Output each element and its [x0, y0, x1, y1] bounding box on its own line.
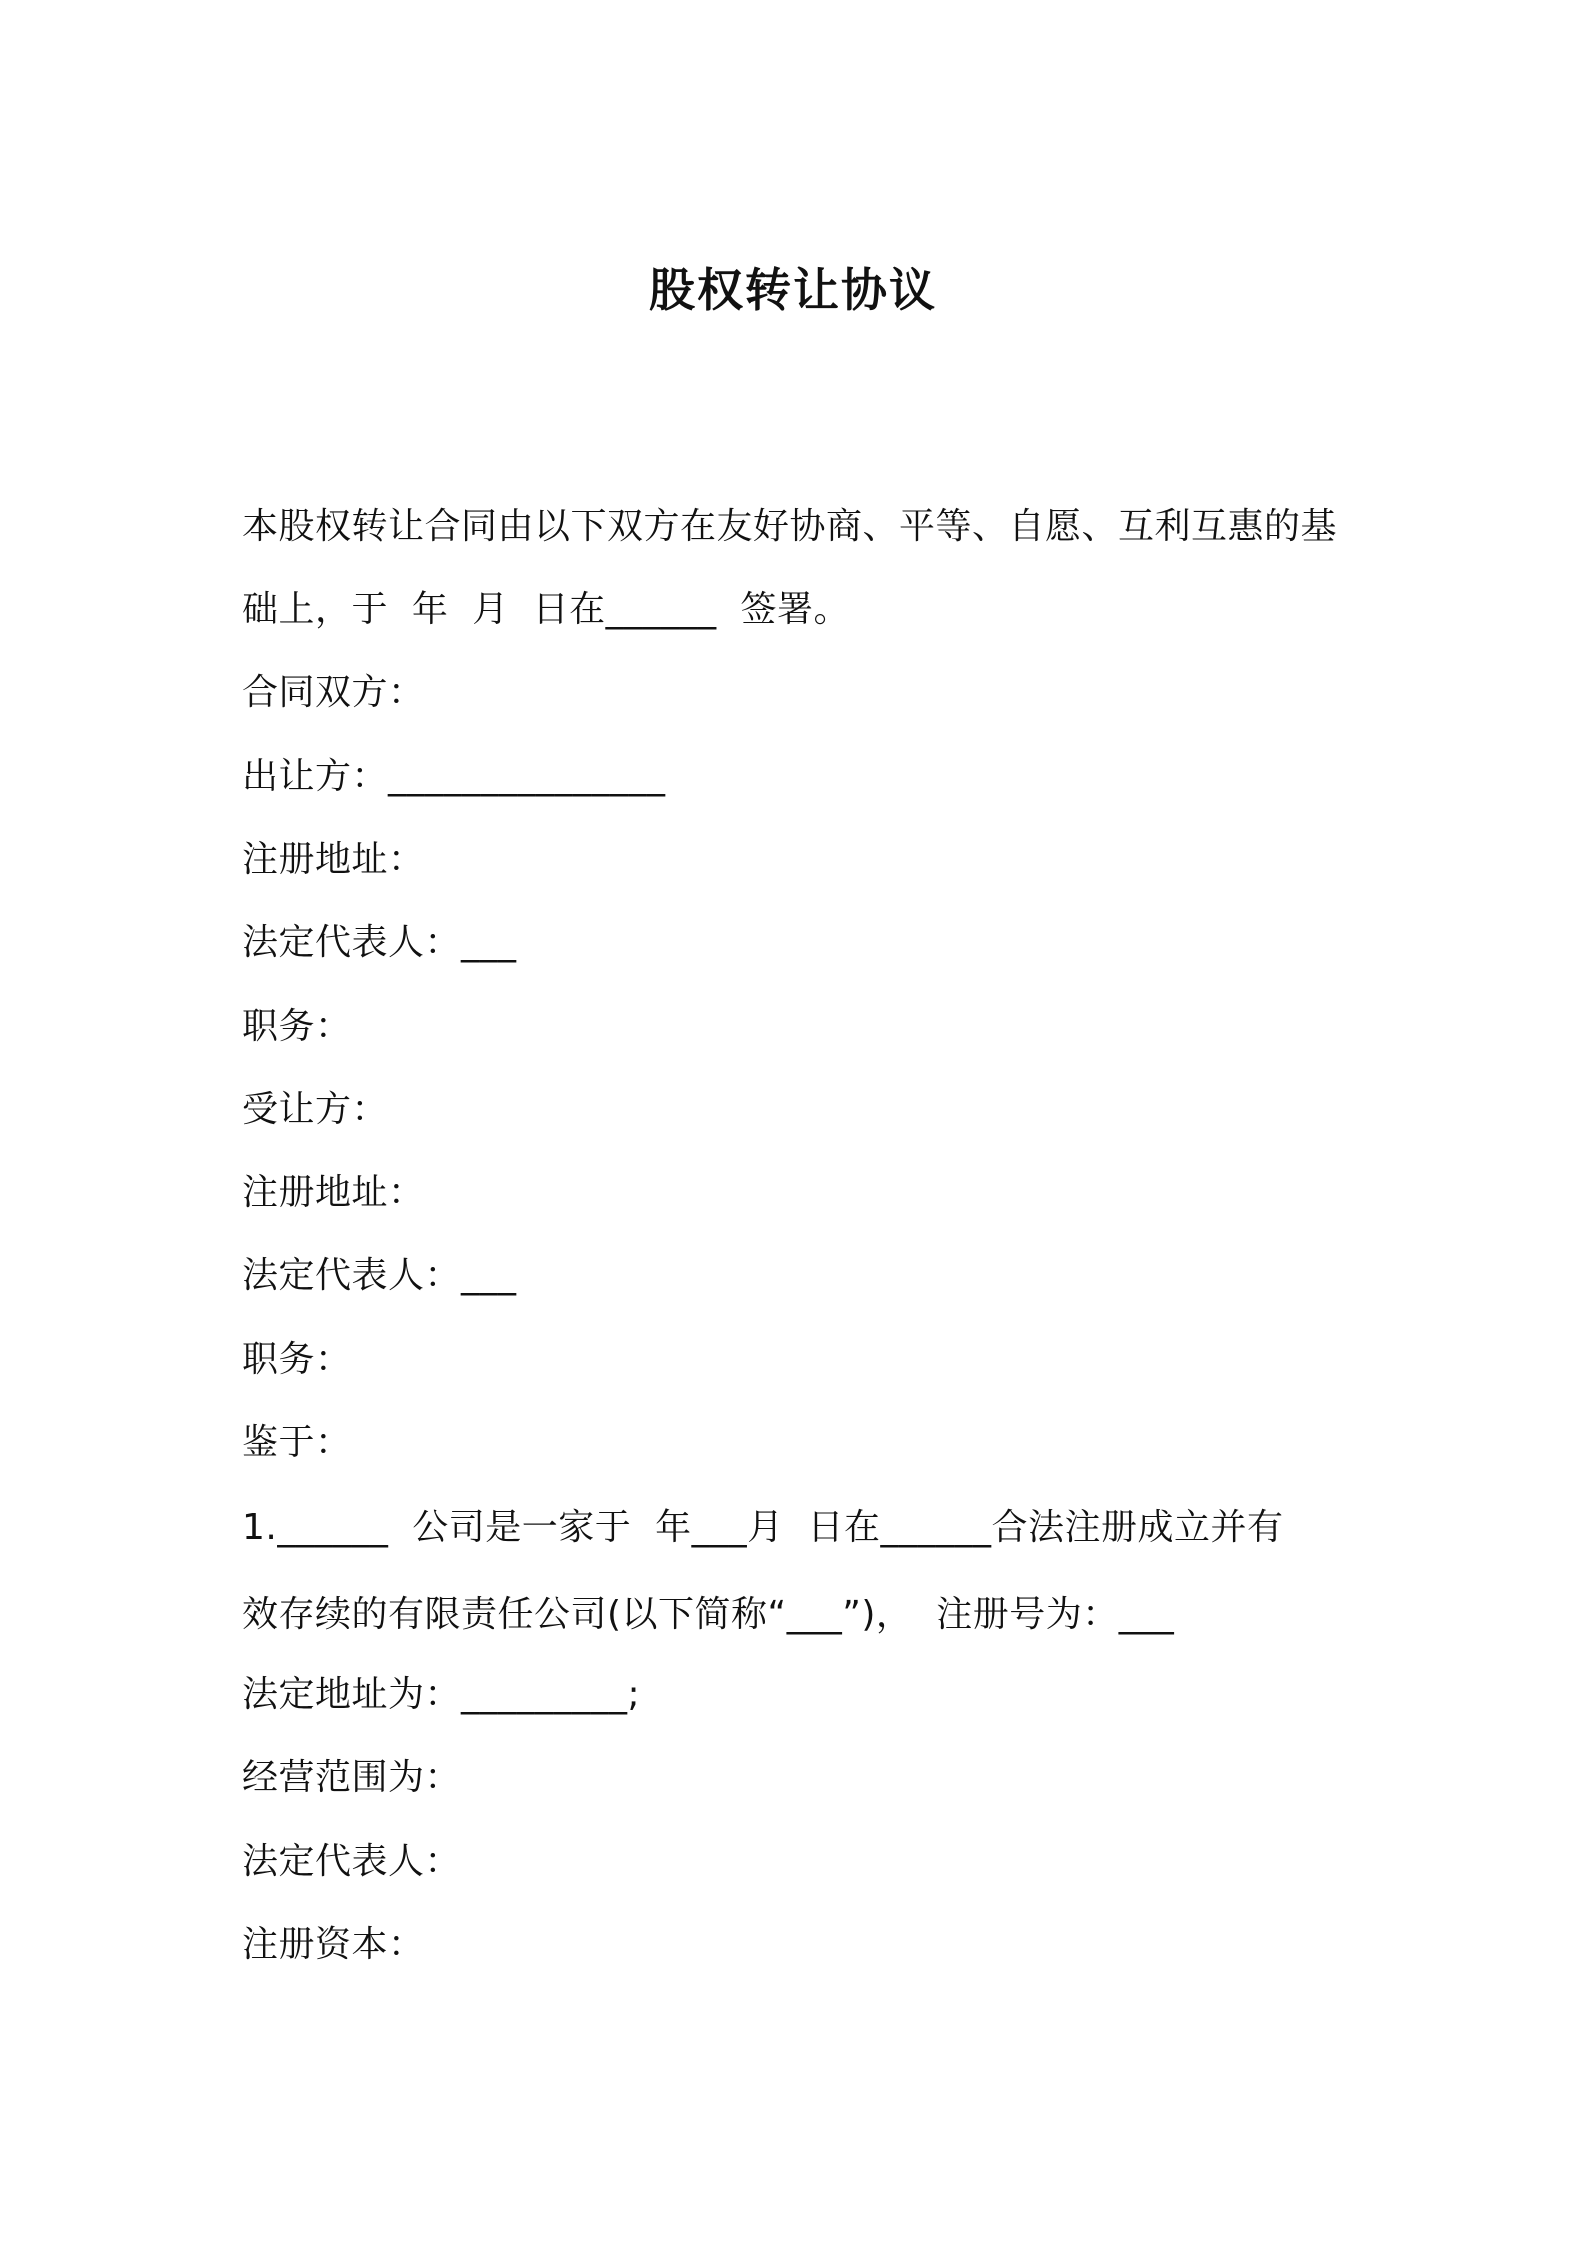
legal-representative-line: 法定代表人： [242, 1841, 462, 1882]
clause-1-line: 效存续的有限责任公司(以下简称“___”)， 注册号为：___ [242, 1594, 1175, 1635]
position-line: 职务： [242, 1006, 352, 1047]
legal-representative-line: 法定代表人：___ [242, 1255, 517, 1296]
paragraph-line: 础上，于 年 月 日在______ 签署。 [242, 589, 851, 630]
registered-capital-line: 注册资本： [242, 1924, 425, 1965]
document-title: 股权转让协议 [649, 263, 937, 317]
registered-address-line: 注册地址： [242, 1172, 425, 1213]
whereas-heading: 鉴于： [242, 1422, 352, 1463]
legal-address-line: 法定地址为：_________; [242, 1674, 641, 1715]
transferor-line: 出让方：_______________ [242, 756, 666, 797]
transferee-line: 受让方： [242, 1089, 389, 1130]
clause-1-line: 1.______ 公司是一家于 年___月 日在______合法注册成立并有 [242, 1507, 1284, 1548]
legal-representative-line: 法定代表人：___ [242, 922, 517, 963]
position-line: 职务： [242, 1339, 352, 1380]
contract-parties-heading: 合同双方： [242, 672, 425, 713]
business-scope-line: 经营范围为： [242, 1757, 462, 1798]
paragraph-line: 本股权转让合同由以下双方在友好协商、平等、自愿、互利互惠的基 [242, 506, 1338, 547]
registered-address-line: 注册地址： [242, 839, 425, 880]
